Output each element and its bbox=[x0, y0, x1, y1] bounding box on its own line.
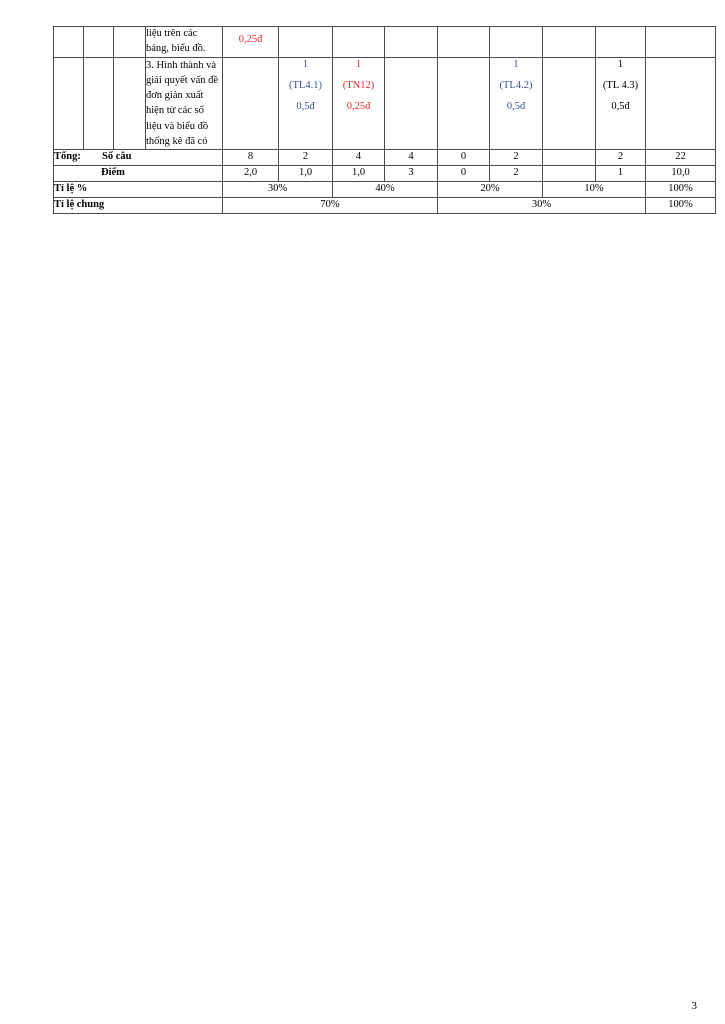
summary-row-ti-le-chung bbox=[54, 197, 716, 213]
cell-score: 0,25đ bbox=[238, 34, 263, 45]
ti-le-value: 10% bbox=[543, 181, 646, 197]
diem-value bbox=[543, 166, 596, 182]
cell-code: (TL4.2) bbox=[499, 79, 533, 91]
ti-le-chung-label: Tỉ lệ chung bbox=[54, 197, 223, 213]
cell-spacer-c bbox=[114, 57, 146, 149]
cell-value bbox=[279, 27, 333, 58]
ti-le-chung-value: 70% bbox=[223, 197, 438, 213]
cell-score: 0,5đ bbox=[296, 100, 315, 112]
cell-count: 1 bbox=[355, 58, 362, 70]
diem-value: 1,0 bbox=[279, 166, 333, 182]
cell-spacer-c bbox=[114, 27, 146, 58]
cell-count: 1 bbox=[617, 58, 624, 70]
cell-value bbox=[438, 27, 490, 58]
ti-le-chung-value: 100% bbox=[646, 197, 716, 213]
cell-description: liệu trên các bảng, biểu đồ. bbox=[146, 27, 223, 58]
cell-code: (TL 4.3) bbox=[602, 79, 639, 91]
so-cau-value: 22 bbox=[646, 150, 716, 166]
diem-value: 0 bbox=[438, 166, 490, 182]
so-cau-value: 2 bbox=[596, 150, 646, 166]
cell-spacer-a bbox=[54, 27, 84, 58]
cell-count: 1 bbox=[513, 58, 519, 70]
cell-value bbox=[223, 57, 279, 149]
ti-le-label: Tỉ lệ % bbox=[54, 181, 223, 197]
cell-spacer-a bbox=[54, 57, 84, 149]
diem-value: 3 bbox=[385, 166, 438, 182]
diem-value: 2,0 bbox=[223, 166, 279, 182]
diem-value: 1 bbox=[596, 166, 646, 182]
ti-le-chung-value: 30% bbox=[438, 197, 646, 213]
ti-le-value: 20% bbox=[438, 181, 543, 197]
cell-spacer-b bbox=[84, 27, 114, 58]
so-cau-value: 0 bbox=[438, 150, 490, 166]
cell-score: 0,5đ bbox=[611, 100, 630, 112]
ti-le-value: 100% bbox=[646, 181, 716, 197]
ti-le-value: 40% bbox=[333, 181, 438, 197]
cell-value bbox=[646, 57, 716, 149]
cell-value bbox=[385, 27, 438, 58]
so-cau-value bbox=[543, 150, 596, 166]
summary-label-diem bbox=[54, 166, 223, 182]
tong-label: Tổng: bbox=[54, 151, 81, 163]
diem-value: 1,0 bbox=[333, 166, 385, 182]
cell-code: (TL4.1) bbox=[289, 79, 322, 91]
diem-label: Điểm bbox=[101, 167, 125, 179]
diem-value: 10,0 bbox=[646, 166, 716, 182]
table-row bbox=[54, 27, 716, 58]
cell-spacer-b bbox=[84, 57, 114, 149]
so-cau-value: 4 bbox=[385, 150, 438, 166]
cell-value bbox=[596, 57, 646, 149]
cell-score: 0,25đ bbox=[346, 100, 371, 112]
cell-value bbox=[543, 57, 596, 149]
so-cau-value: 2 bbox=[490, 150, 543, 166]
cell-value bbox=[223, 27, 279, 58]
cell-value bbox=[333, 57, 385, 149]
summary-row-so-cau bbox=[54, 150, 716, 166]
cell-value bbox=[279, 57, 333, 149]
so-cau-value: 8 bbox=[223, 150, 279, 166]
assessment-matrix-table bbox=[53, 26, 716, 214]
cell-value bbox=[490, 27, 543, 58]
table-row bbox=[54, 57, 716, 149]
so-cau-value: 2 bbox=[279, 150, 333, 166]
cell-score: 0,5đ bbox=[506, 100, 526, 112]
so-cau-value: 4 bbox=[333, 150, 385, 166]
summary-row-ti-le bbox=[54, 181, 716, 197]
so-cau-label: Số câu bbox=[102, 151, 132, 163]
cell-count: 1 bbox=[302, 58, 309, 70]
cell-description: 3. Hình thành và giải quyết vấn đề đơn giản xuất hiện từ các số liệu và biểu đồ thống kê đã có bbox=[146, 57, 223, 149]
cell-value bbox=[385, 57, 438, 149]
cell-value bbox=[333, 27, 385, 58]
ti-le-value: 30% bbox=[223, 181, 333, 197]
summary-row-diem bbox=[54, 166, 716, 182]
diem-value: 2 bbox=[490, 166, 543, 182]
cell-value bbox=[490, 57, 543, 149]
cell-value bbox=[438, 57, 490, 149]
cell-value bbox=[596, 27, 646, 58]
page-number: 3 bbox=[691, 1000, 697, 1012]
cell-value bbox=[543, 27, 596, 58]
cell-value bbox=[646, 27, 716, 58]
cell-code: (TN12) bbox=[342, 79, 375, 91]
summary-label-so-cau bbox=[54, 150, 223, 166]
